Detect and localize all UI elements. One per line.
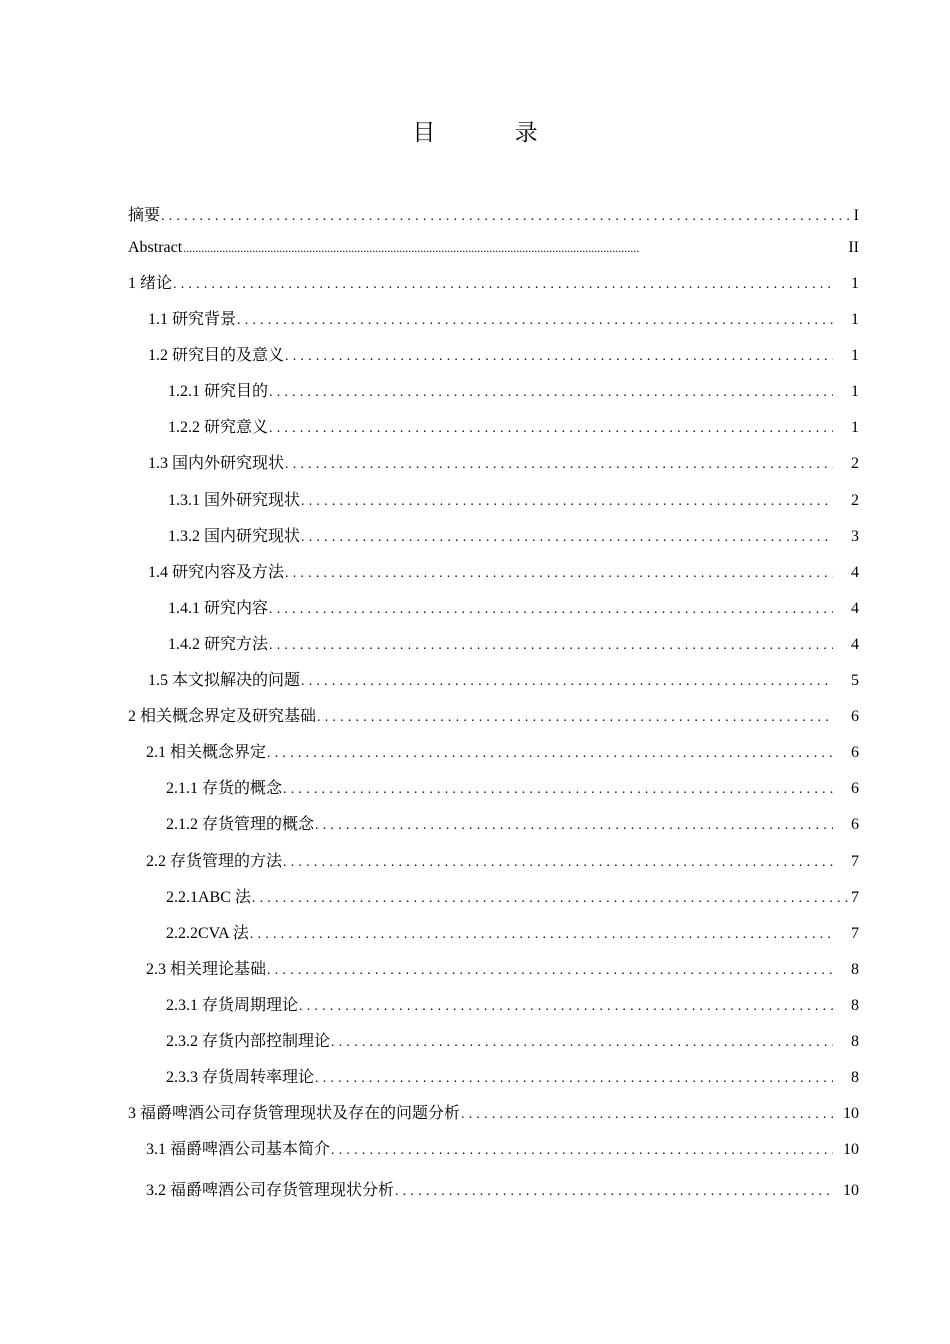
toc-entry-page: 5: [851, 672, 859, 690]
toc-entry-2-1[interactable]: [128, 735, 859, 771]
toc-entry-label: 1 绪论: [128, 275, 173, 292]
toc-entry-page: 1: [851, 383, 859, 401]
toc-entry-label: 1.2.1 研究目的: [168, 383, 269, 401]
dot-leader: [160, 199, 851, 230]
toc-entry-2-3-1[interactable]: [128, 988, 859, 1024]
dot-leader: [172, 267, 833, 302]
toc-entry-abstract-cn[interactable]: [128, 198, 859, 230]
toc-entry-page: 4: [851, 563, 859, 581]
toc-entry-label: 3.2 福爵啤酒公司存货管理现状分析: [146, 1182, 395, 1200]
toc-entry-label: 2.1.1 存货的概念: [166, 780, 283, 798]
dot-leader: [282, 772, 833, 807]
toc-entry-page: 2: [851, 491, 859, 509]
toc-entry-label: 1.1 研究背景: [148, 311, 237, 329]
toc-entry-1-3-1[interactable]: [128, 483, 859, 519]
dot-leader: [268, 411, 833, 446]
toc-entry-label: 1.5 本文拟解决的问题: [148, 672, 301, 690]
toc-entry-1-2-2[interactable]: [128, 410, 859, 446]
toc-entry-label: 2.1 相关概念界定: [146, 744, 267, 762]
toc-entry-abstract-en[interactable]: [128, 230, 859, 266]
toc-entry-label: 2.2.1ABC 法: [166, 888, 251, 906]
toc-entry-page: 6: [851, 708, 859, 726]
toc-entry-label: 1.3.2 国内研究现状: [168, 527, 301, 545]
toc-entry-label: 3.1 福爵啤酒公司基本简介: [146, 1141, 331, 1159]
toc-entry-1-4-1[interactable]: [128, 591, 859, 627]
toc-entry-page: 4: [851, 635, 859, 653]
toc-entry-2-2-1[interactable]: [128, 880, 859, 916]
toc-entry-page: 1: [851, 419, 859, 437]
toc-entry-2-2[interactable]: [128, 844, 859, 880]
toc-entry-label: 2.3.1 存货周期理论: [166, 996, 299, 1014]
toc-entry-page: 1: [851, 347, 859, 365]
toc-title: 目 录: [412, 120, 574, 146]
toc-entry-label: 1.2 研究目的及意义: [148, 347, 285, 365]
dot-leader: [268, 375, 833, 410]
toc-entry-3-1[interactable]: [128, 1132, 859, 1168]
toc-entry-label: 1.3.1 国外研究现状: [168, 491, 301, 509]
dot-leader: [182, 230, 848, 266]
dot-leader: [300, 484, 833, 519]
toc-list: [128, 198, 859, 1208]
toc-entry-2-2-2[interactable]: [128, 916, 859, 952]
toc-entry-label: 1.4 研究内容及方法: [148, 563, 285, 581]
dot-leader: [314, 808, 833, 843]
toc-entry-2-3-3[interactable]: [128, 1060, 859, 1096]
toc-entry-chapter-1[interactable]: [128, 266, 859, 302]
toc-entry-label: 2.2.2CVA 法: [166, 924, 249, 942]
toc-entry-page: 8: [851, 1069, 859, 1087]
toc-entry-label: 1.4.1 研究内容: [168, 599, 269, 617]
toc-entry-1-1[interactable]: [128, 302, 859, 338]
dot-leader: [268, 628, 833, 663]
toc-entry-page: 6: [851, 780, 859, 798]
dot-leader: [300, 520, 833, 555]
toc-entry-page: 2: [851, 455, 859, 473]
toc-entry-page: 10: [843, 1105, 859, 1123]
toc-entry-page: 8: [851, 960, 859, 978]
toc-entry-label: 3 福爵啤酒公司存货管理现状及存在的问题分析: [128, 1105, 461, 1123]
dot-leader: [460, 1097, 833, 1132]
toc-entry-2-3[interactable]: [128, 952, 859, 988]
toc-entry-label: Abstract: [128, 239, 183, 256]
toc-entry-page: 10: [843, 1141, 859, 1159]
toc-entry-label: 2.3 相关理论基础: [146, 960, 267, 978]
toc-entry-1-2[interactable]: [128, 338, 859, 374]
toc-entry-page: 7: [851, 888, 859, 906]
dot-leader: [330, 1133, 833, 1168]
dot-leader: [284, 339, 833, 374]
toc-entry-label: 2 相关概念界定及研究基础: [128, 708, 317, 726]
toc-entry-1-2-1[interactable]: [128, 374, 859, 410]
toc-entry-page: 3: [851, 527, 859, 545]
toc-entry-2-1-2[interactable]: [128, 807, 859, 843]
dot-leader: [266, 953, 833, 988]
toc-entry-chapter-3[interactable]: [128, 1096, 859, 1132]
dot-leader: [284, 447, 833, 482]
toc-entry-1-3-2[interactable]: [128, 519, 859, 555]
dot-leader: [284, 556, 833, 591]
toc-entry-page: 6: [851, 816, 859, 834]
dot-leader: [316, 700, 833, 735]
toc-entry-page: 1: [851, 275, 859, 292]
dot-leader: [394, 1169, 833, 1208]
toc-entry-page: 4: [851, 599, 859, 617]
toc-entry-page: 1: [851, 311, 859, 329]
toc-entry-label: 1.4.2 研究方法: [168, 635, 269, 653]
toc-entry-page: II: [848, 239, 859, 256]
toc-entry-chapter-2[interactable]: [128, 699, 859, 735]
toc-entry-label: 1.3 国内外研究现状: [148, 455, 285, 473]
dot-leader: [236, 303, 833, 338]
toc-entry-2-1-1[interactable]: [128, 771, 859, 807]
toc-entry-1-4-2[interactable]: [128, 627, 859, 663]
toc-entry-page: I: [853, 207, 859, 224]
toc-entry-1-3[interactable]: [128, 446, 859, 482]
toc-entry-label: 2.3.2 存货内部控制理论: [166, 1032, 331, 1050]
toc-entry-page: 8: [851, 996, 859, 1014]
dot-leader: [282, 845, 833, 880]
dot-leader: [266, 736, 833, 771]
dot-leader: [268, 592, 833, 627]
toc-entry-1-5[interactable]: [128, 663, 859, 699]
toc-entry-2-3-2[interactable]: [128, 1024, 859, 1060]
toc-entry-label: 2.1.2 存货管理的概念: [166, 816, 315, 834]
dot-leader: [251, 881, 851, 916]
dot-leader: [314, 1061, 833, 1096]
toc-entry-page: 8: [851, 1032, 859, 1050]
toc-entry-1-4[interactable]: [128, 555, 859, 591]
toc-entry-page: 10: [843, 1182, 859, 1200]
toc-entry-page: 7: [851, 924, 859, 942]
toc-entry-label: 1.2.2 研究意义: [168, 419, 269, 437]
dot-leader: [300, 664, 833, 699]
toc-entry-page: 6: [851, 744, 859, 762]
dot-leader: [298, 989, 833, 1024]
toc-entry-label: 摘要: [128, 207, 161, 224]
toc-entry-label: 2.2 存货管理的方法: [146, 852, 283, 870]
dot-leader: [330, 1025, 833, 1060]
toc-entry-page: 7: [851, 852, 859, 870]
toc-entry-3-2[interactable]: [128, 1168, 859, 1208]
toc-entry-label: 2.3.3 存货周转率理论: [166, 1069, 315, 1087]
dot-leader: [249, 917, 833, 952]
